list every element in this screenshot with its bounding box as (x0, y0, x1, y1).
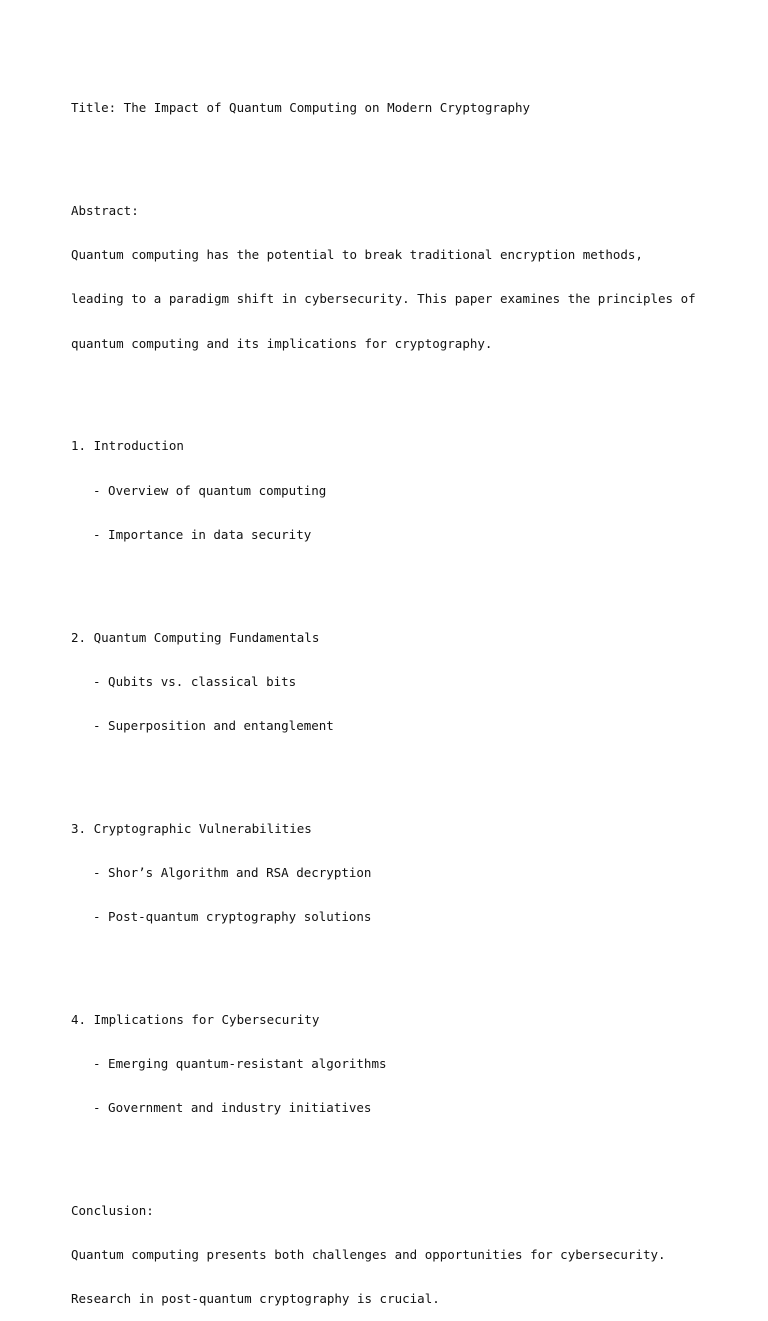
section-item: - Emerging quantum-resistant algorithms (93, 1055, 387, 1071)
section-heading: 2. Quantum Computing Fundamentals (71, 629, 320, 645)
conclusion-line: Research in post-quantum cryptography is crucial. (71, 1290, 440, 1306)
section-item: - Overview of quantum computing (93, 482, 327, 498)
document-title: Title: The Impact of Quantum Computing on Modern Cryptography (71, 100, 531, 116)
spacer (71, 381, 751, 396)
section-item: - Government and industry initiatives (93, 1099, 372, 1115)
section-heading: 3. Cryptographic Vulnerabilities (71, 820, 312, 836)
spacer (71, 1145, 751, 1160)
section-heading: 4. Implications for Cybersecurity (71, 1011, 320, 1027)
conclusion-heading: Conclusion: (71, 1202, 154, 1218)
section-item: - Shor’s Algorithm and RSA decryption (93, 864, 372, 880)
spacer (71, 572, 751, 587)
section-item: - Superposition and entanglement (93, 717, 334, 733)
abstract-line: leading to a paradigm shift in cybersecurity. This paper examines the principles of (71, 291, 696, 307)
spacer (71, 763, 751, 778)
abstract-heading: Abstract: (71, 203, 139, 219)
abstract-line: quantum computing and its implications for cryptography. (71, 335, 493, 351)
section-item: - Importance in data security (93, 526, 312, 542)
section-item: - Qubits vs. classical bits (93, 673, 297, 689)
document-page (71, 72, 751, 1321)
spacer (71, 954, 751, 969)
conclusion-line: Quantum computing presents both challenges and opportunities for cybersecurity. (71, 1246, 666, 1262)
section-heading: 1. Introduction (71, 438, 184, 454)
abstract-line: Quantum computing has the potential to break traditional encryption methods, (71, 247, 643, 263)
section-item: - Post-quantum cryptography solutions (93, 908, 372, 924)
spacer (71, 146, 751, 161)
